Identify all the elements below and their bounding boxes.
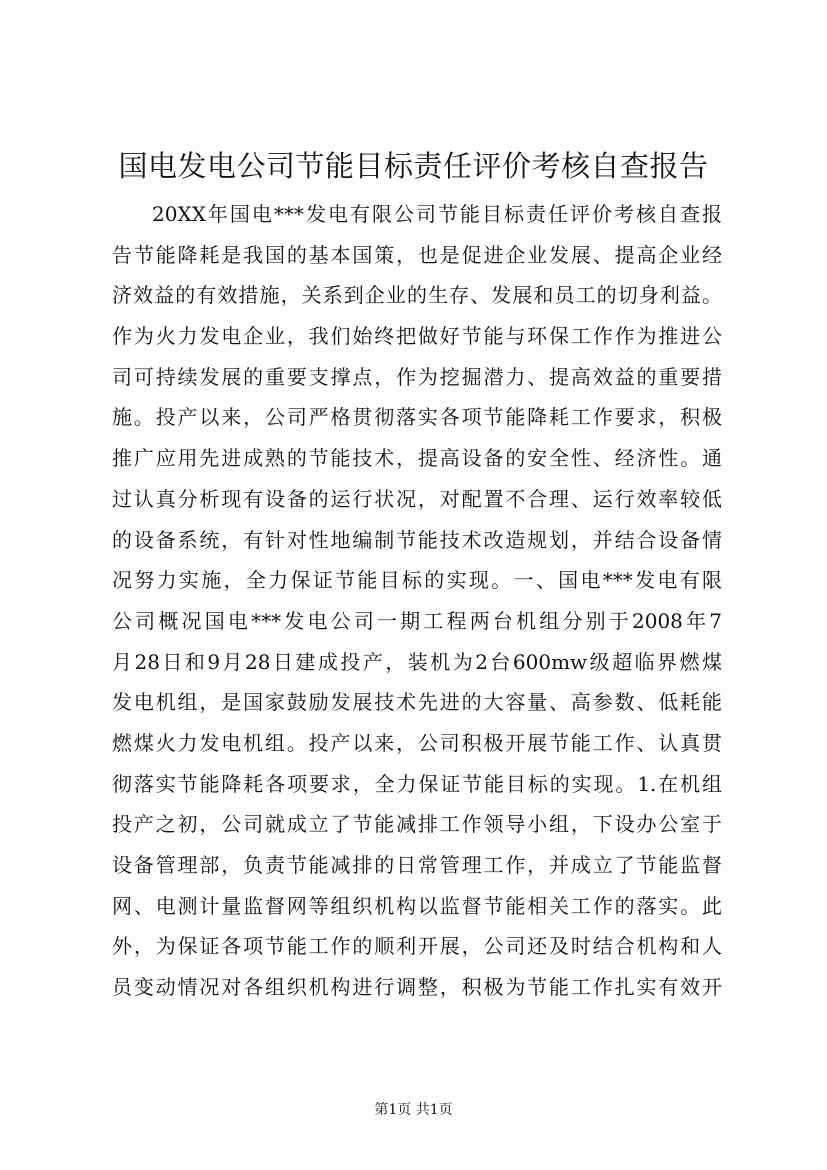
body-line: 彻落实节能降耗各项要求，全力保证节能目标的实现。1.在机组 — [112, 771, 722, 796]
body-line: 网、电测计量监督网等组织机构以监督节能相关工作的落实。此 — [112, 893, 722, 918]
body-line: 月28日和9月28日建成投产，装机为2台600mw级超临界燃煤 — [112, 649, 722, 674]
body-line: 推广应用先进成熟的节能技术，提高设备的安全性、经济性。通 — [112, 446, 722, 471]
document-body — [112, 194, 722, 1008]
body-line: 司可持续发展的重要支撑点，作为挖掘潜力、提高效益的重要措 — [112, 364, 722, 389]
body-line: 员变动情况对各组织机构进行调整，积极为节能工作扎实有效开 — [112, 975, 722, 1000]
body-line: 公司概况国电***发电公司一期工程两台机组分别于2008年7 — [112, 608, 722, 633]
body-line: 济效益的有效措施，关系到企业的生存、发展和员工的切身利益。 — [112, 283, 722, 308]
body-line: 的设备系统，有针对性地编制节能技术改造规划，并结合设备情 — [112, 527, 722, 552]
body-line: 外，为保证各项节能工作的顺利开展，公司还及时结合机构和人 — [112, 934, 722, 959]
document-title: 国电发电公司节能目标责任评价考核自查报告 — [118, 149, 709, 183]
page-footer: 第1页 共1页 — [374, 1102, 453, 1118]
body-line: 况努力实施，全力保证节能目标的实现。一、国电***发电有限 — [112, 568, 722, 593]
body-line: 告节能降耗是我国的基本国策，也是促进企业发展、提高企业经 — [112, 242, 722, 267]
body-line: 投产之初，公司就成立了节能减排工作领导小组，下设办公室于 — [112, 812, 722, 837]
body-line: 设备管理部，负责节能减排的日常管理工作，并成立了节能监督 — [112, 853, 722, 877]
body-line: 过认真分析现有设备的运行状况，对配置不合理、运行效率较低 — [112, 486, 722, 511]
body-line: 燃煤火力发电机组。投产以来，公司积极开展节能工作、认真贯 — [112, 730, 722, 755]
body-line: 发电机组，是国家鼓励发展技术先进的大容量、高参数、低耗能 — [112, 690, 722, 715]
body-line: 施。投产以来，公司严格贯彻落实各项节能降耗工作要求，积极 — [112, 405, 722, 430]
body-line: 20XX年国电***发电有限公司节能目标责任评价考核自查报 — [152, 202, 722, 226]
body-line: 作为火力发电企业，我们始终把做好节能与环保工作作为推进公 — [112, 324, 722, 349]
